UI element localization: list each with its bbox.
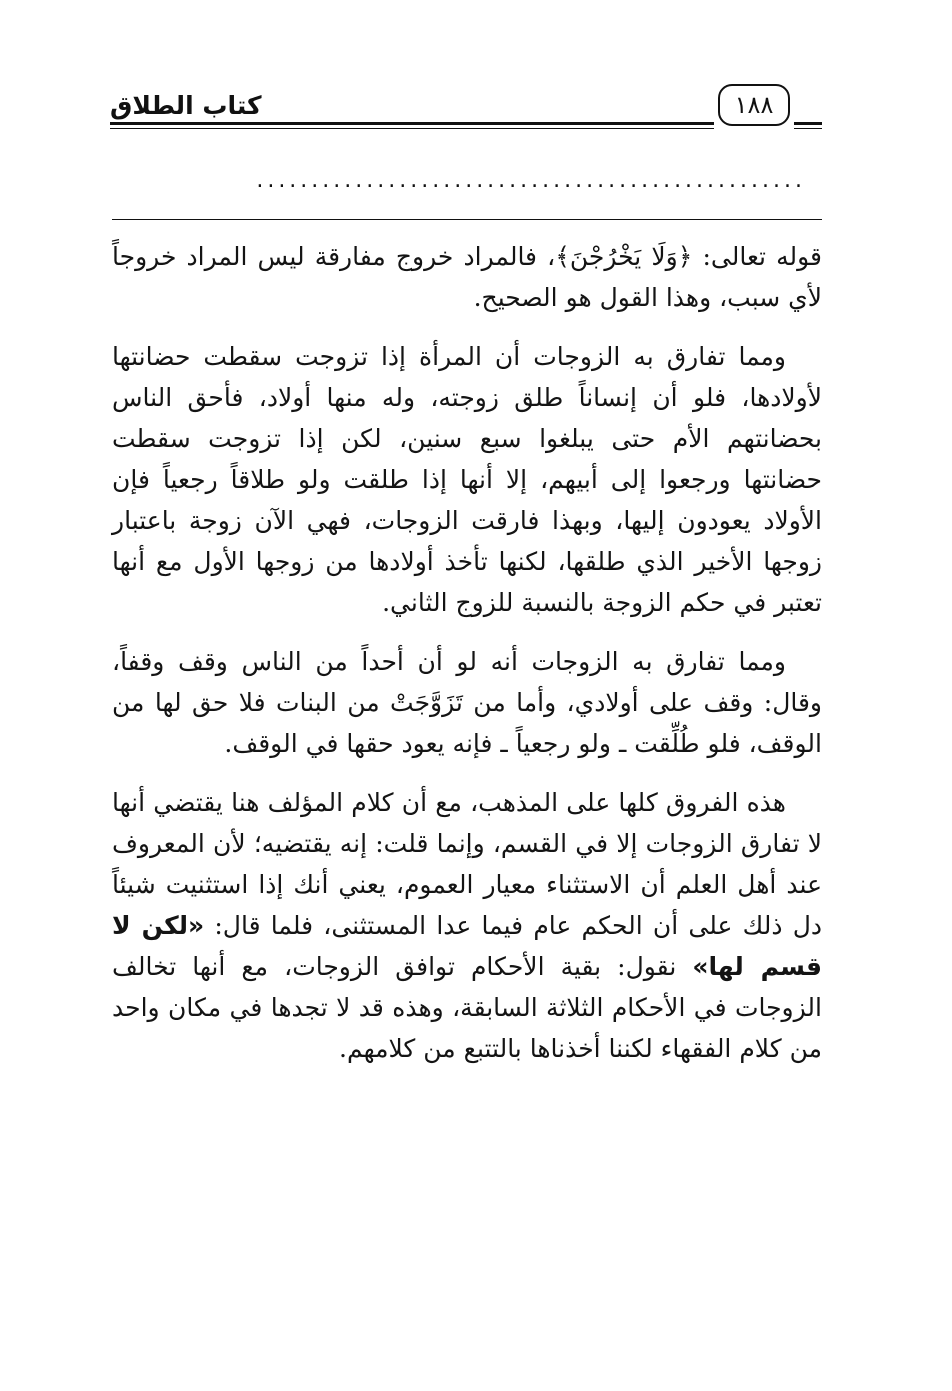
paragraph-1: قوله تعالى: ﴿وَلَا يَخْرُجْنَ﴾، فالمراد خروج مفارقة ليس المراد خروجاً لأي سبب، وهذا القول هو الصحيح.	[112, 242, 822, 312]
header-rule-right-thick	[794, 122, 822, 125]
header-rule-thick	[110, 122, 714, 125]
page-header	[110, 84, 822, 136]
book-title: كتاب الطلاق	[110, 91, 262, 120]
paragraph-4-before: هذه الفروق كلها على المذهب، مع أن كلام المؤلف هنا يقتضي أنها لا تفارق الزوجات إلا في القسم، وإنما قلت: إنه يقتضيه؛ لأن المعروف عند أهل العلم أن الاستثناء معيار العموم، يعني أنك إذا استثنيت شيئاً دل ذلك على أن الحكم عام فيما عدا المستثنى، فلما قال:	[112, 788, 822, 940]
paragraph-2: ومما تفارق به الزوجات أن المرأة إذا تزوجت سقطت حضانتها لأولادها، فلو أن إنساناً طلق زوجته، وله منها أولاد، فأحق الناس بحضانتهم الأم حتى يبلغوا سبع سنين، لكن إذا تزوجت سقطت حضانتها ورجعوا إلى أبيهم، إلا أنها إذا طلقت ولو طلاقاً رجعياً فإن الأولاد يعودون إليها، وبهذا فارقت الزوجات، فهي الآن زوجة باعتبار زوجها الأخير الذي طلقها، لكنها تأخذ أولادها من زوجها الأول مع أنها تعتبر في حكم الزوجة بالنسبة للزوج الثاني.	[112, 342, 822, 617]
paragraph-4	[112, 782, 822, 1069]
body-text	[112, 236, 822, 1087]
paragraph-3: ومما تفارق به الزوجات أنه لو أن أحداً من الناس وقف وقفاً، وقال: وقف على أولادي، وأما من تَزَوَّجَتْ من البنات فلا حق لها من الوقف، فلو طُلِّقت ـ ولو رجعياً ـ فإنه يعود حقها في الوقف.	[112, 647, 822, 758]
quoted-phrase: «لكن لا قسم لها»	[112, 911, 822, 981]
section-divider	[112, 219, 822, 220]
header-rule-right-thin	[794, 128, 822, 129]
page-number: ١٨٨	[718, 84, 790, 126]
header-rule-thin	[110, 128, 714, 129]
paragraph-4-after: نقول: بقية الأحكام توافق الزوجات، مع أنها تخالف الزوجات في الأحكام الثلاثة السابقة، وهذه قد لا تجدها في مكان واحد من كلام الفقهاء لكننا أخذناها بالتتبع من كلامهم.	[112, 952, 822, 1063]
ellipsis-separator: ..................................................	[256, 170, 806, 192]
